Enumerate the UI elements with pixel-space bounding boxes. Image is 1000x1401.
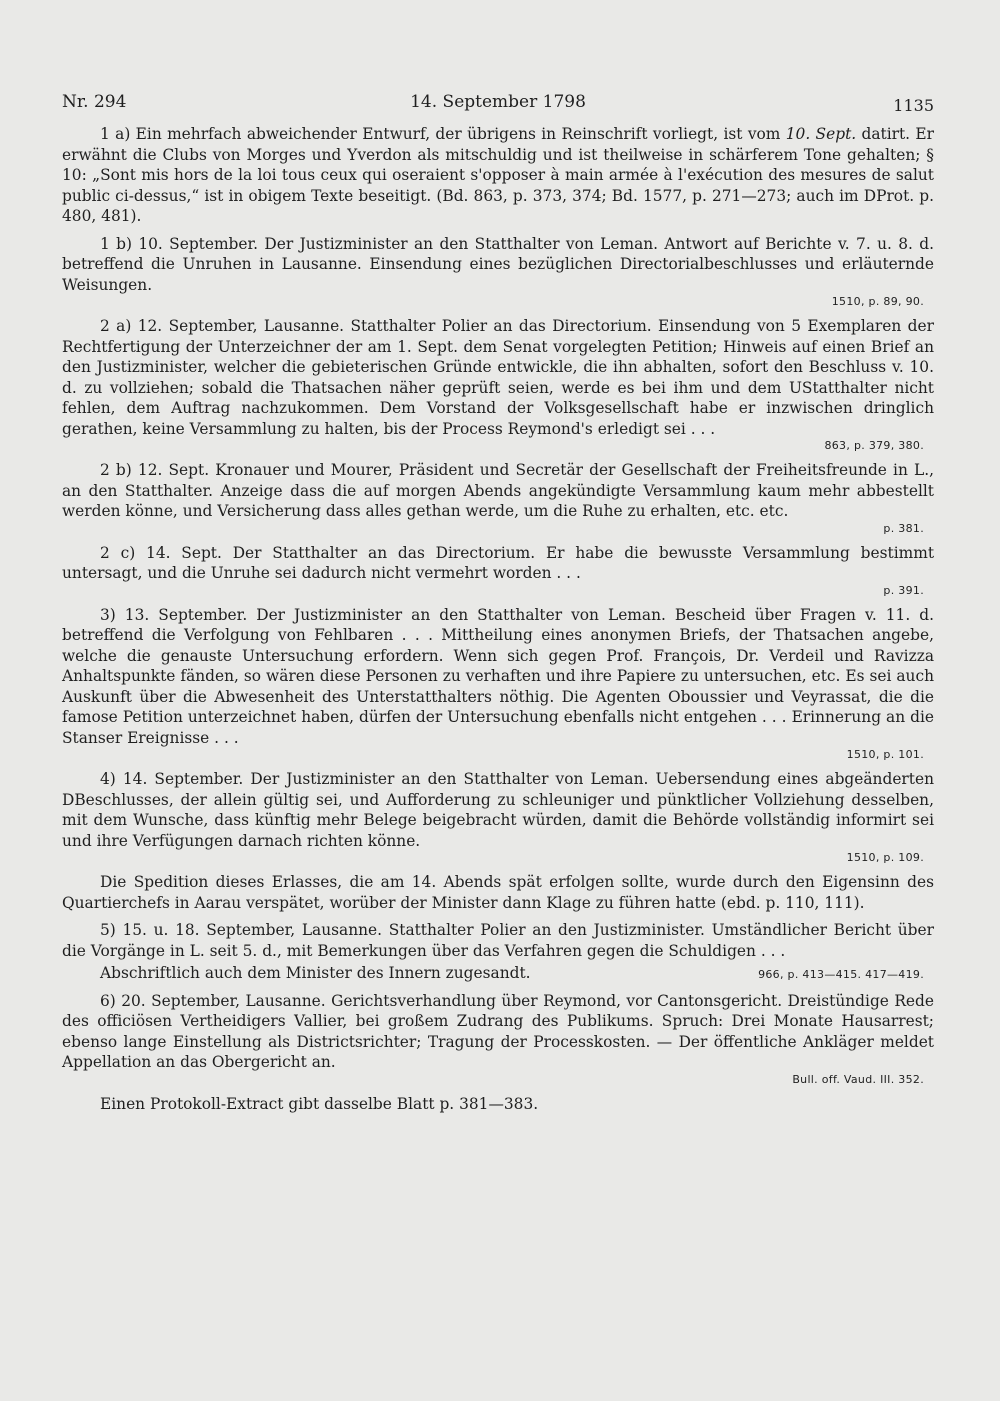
entry-2b	[62, 460, 934, 536]
entry-text: Abschriftlich auch dem Minister des Innern zugesandt.	[100, 964, 531, 982]
entry-1b	[62, 234, 934, 310]
entry-2c	[62, 543, 934, 598]
entry-text: 1 a) Ein mehrfach abweichender Entwurf, der übrigens in Reinschrift vorliegt, ist vom	[100, 125, 786, 143]
source-reference: 1510, p. 109.	[846, 851, 924, 864]
page-header	[62, 92, 934, 122]
source-reference: 1510, p. 101.	[846, 748, 924, 761]
entry-text: 2 b) 12. Sept. Kronauer und Mourer, Präsident und Secretär der Gesellschaft der Freiheitsfreunde in L., an den Statthalter. Anzeige dass die auf morgen Abends angekündigte Versammlung kaum mehr abbestellt werden könne, und Versicherung dass alles gethan werde, um die Ruhe zu erhalten, etc. etc.	[62, 461, 934, 520]
header-date: 14. September 1798	[410, 92, 586, 112]
document-body	[62, 124, 934, 1121]
entry-text: 5) 15. u. 18. September, Lausanne. Statthalter Polier an den Justizminister. Umständlicher Bericht über die Vorgänge in L. seit 5. d., mit Bemerkungen über das Verfahren gegen die Schuldigen . . .	[62, 921, 934, 960]
entry-text: 2 a) 12. September, Lausanne. Statthalter Polier an das Directorium. Einsendung von 5 Exemplaren der Rechtfertigung der Unterzeichner der am 1. Sept. dem Senat vorgelegten Petition; Hinweis auf einen Brief an den Justizminister, welcher die gebieterischen Gründe entwickle, die ihn abhalten, sofort den Beschluss v. 10. d. zu vollziehen; sobald die Thatsachen näher geprüft seien, werde es bei ihm und dem UStatthalter nicht fehlen, dem Auftrag nachzukommen. Dem Vorstand der Volksgesellschaft habe er inzwischen dringlich gerathen, keine Versammlung zu halten, bis der Process Reymond's erledigt sei . . .	[62, 317, 934, 438]
page-number: 1135	[893, 96, 934, 115]
entry-italic-date: 10. Sept.	[785, 125, 857, 143]
entry-5-note	[62, 963, 934, 984]
entry-text-continued: datirt. Er erwähnt die Clubs von Morges und Yverdon als mitschuldig und ist theilweise in schärferem Tone gehalten; § 10: „Sont mis hors de la loi tous ceux qui oseraient s'opposer à main armée à l'exécution des mesures de salut public ci-dessus,“ ist in obigem Texte beseitigt. (Bd. 863, p. 373, 374; Bd. 1577, p. 271—273; auch im DProt. p. 480, 481).	[62, 125, 935, 225]
entry-1a	[62, 124, 934, 227]
entry-5	[62, 920, 934, 961]
document-number: Nr. 294	[62, 92, 127, 112]
source-reference: 1510, p. 89, 90.	[831, 295, 924, 308]
entry-6-note	[62, 1094, 934, 1115]
entry-2a	[62, 316, 934, 453]
entry-text: Die Spedition dieses Erlasses, die am 14. Abends spät erfolgen sollte, wurde durch den Eigensinn des Quartierchefs in Aarau verspätet, worüber der Minister dann Klage zu führen hatte (ebd. p. 110, 111).	[62, 873, 934, 912]
entry-text: 2 c) 14. Sept. Der Statthalter an das Directorium. Er habe die bewusste Versammlung bestimmt untersagt, und die Unruhe sei dadurch nicht vermehrt worden . . .	[62, 543, 934, 582]
entry-text: 4) 14. September. Der Justizminister an den Statthalter von Leman. Uebersendung eines abgeänderten DBeschlusses, der allein gültig sei, und Aufforderung zu schleuniger und pünktlicher Vollziehung desselben, mit dem Wunsche, dass künftig mehr Belege beigebracht würden, damit die Behörde vollständig informirt sei und ihre Verfügungen darnach richten könne.	[62, 770, 934, 850]
entry-text: 3) 13. September. Der Justizminister an den Statthalter von Leman. Bescheid über Fragen v. 11. d. betreffend die Verfolgung von Fehlbaren . . . Mittheilung eines anonymen Briefs, der Thatsachen angebe, welche die genauste Untersuchung erfordern. Wenn sich gegen Prof. François, Dr. Verdeil und Ravizza Anhaltspunkte fänden, so wären diese Personen zu verhaften und ihre Papiere zu untersuchen, etc. Es sei auch Auskunft über die Abwesenheit des Unterstatthalters nöthig. Die Agenten Oboussier und Veyrassat, die die famose Petition unterzeichnet haben, dürfen der Untersuchung ebenfalls nicht entgehen . . . Erinnerung an die Stanser Ereignisse . . .	[62, 605, 934, 747]
entry-3	[62, 605, 934, 763]
entry-4	[62, 769, 934, 865]
source-reference: p. 381.	[883, 521, 924, 535]
source-reference: 966, p. 413—415. 417—419.	[758, 968, 924, 981]
entry-4-note	[62, 872, 934, 913]
entry-text: 6) 20. September, Lausanne. Gerichtsverhandlung über Reymond, vor Cantonsgericht. Dreistündige Rede des officiösen Vertheidigers Vallier, bei großem Zudrang des Publikums. Spruch: Drei Monate Hausarrest; ebenso lange Einstellung als Districtsrichter; Tragung der Processkosten. — Der öffentliche Ankläger meldet Appellation an das Obergericht an.	[62, 991, 934, 1071]
source-reference: 863, p. 379, 380.	[824, 439, 924, 452]
entry-6	[62, 991, 934, 1087]
source-reference: Bull. off. Vaud. III. 352.	[792, 1072, 924, 1086]
source-reference: p. 391.	[883, 583, 924, 597]
entry-text: 1 b) 10. September. Der Justizminister an den Statthalter von Leman. Antwort auf Berichte v. 7. u. 8. d. betreffend die Unruhen in Lausanne. Einsendung eines bezüglichen Directorialbeschlusses und erläuternde Weisungen.	[62, 234, 934, 294]
entry-text: Einen Protokoll-Extract gibt dasselbe Blatt p. 381—383.	[100, 1094, 539, 1113]
